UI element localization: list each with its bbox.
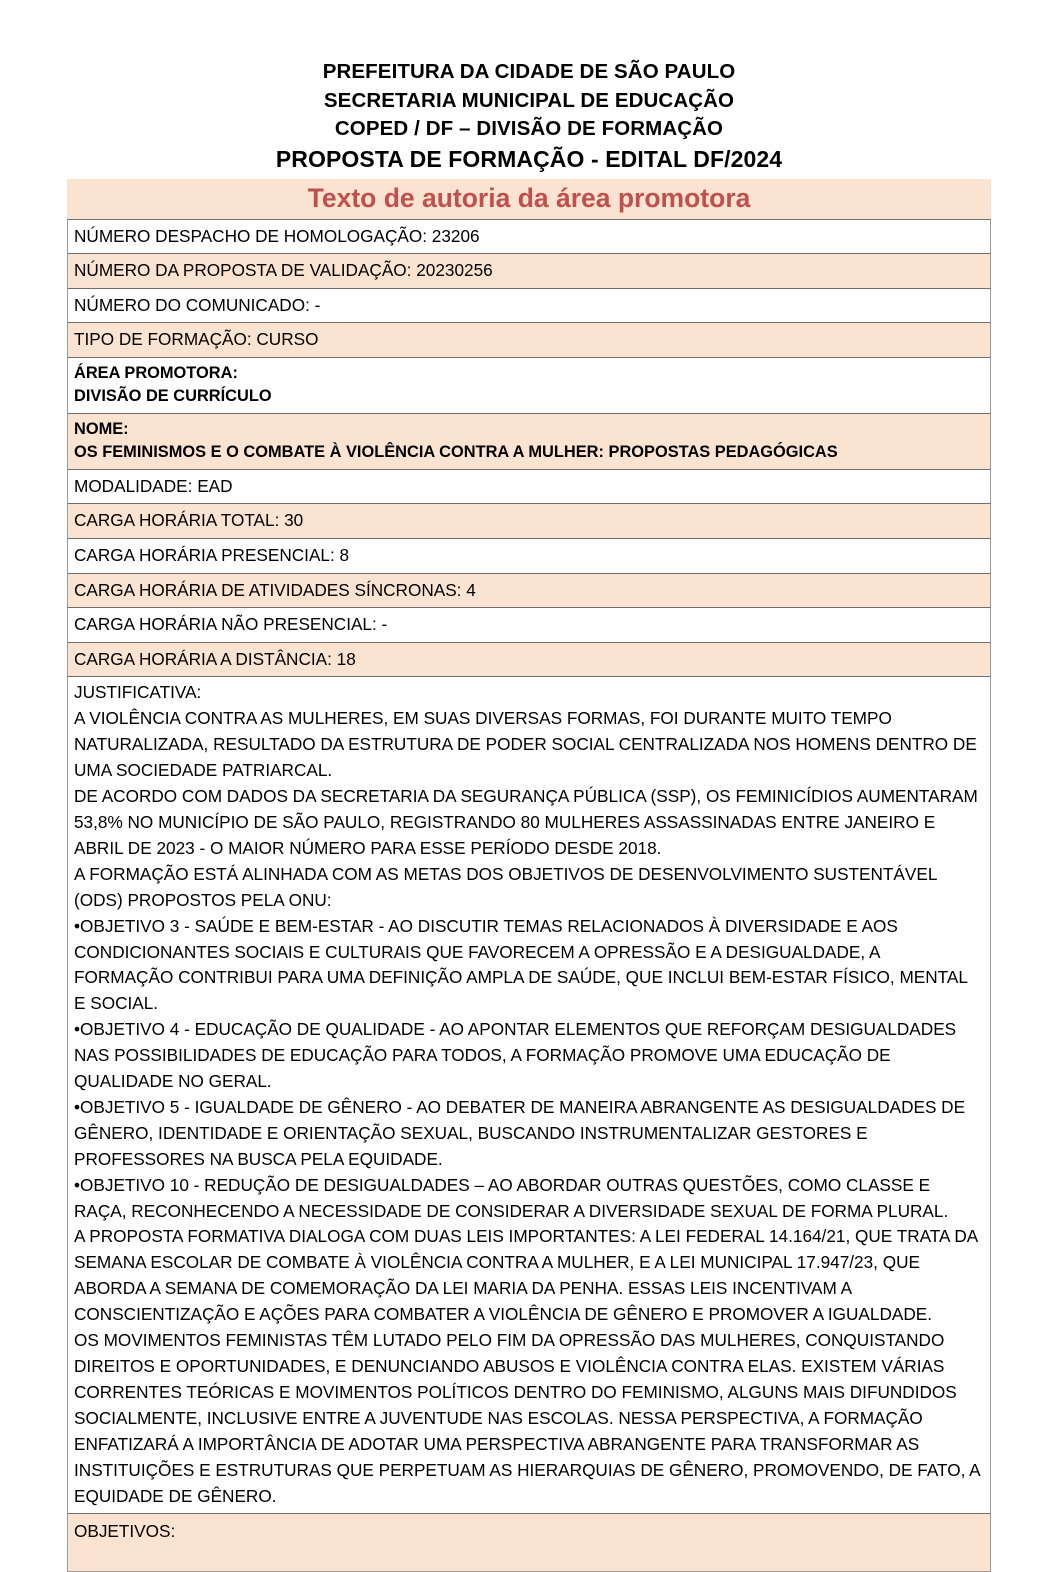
row-objetivos [67, 1513, 991, 1572]
document-header [0, 0, 1058, 175]
row-nome [67, 413, 991, 470]
row-carga-nao-presencial [67, 607, 991, 643]
justificativa-paragraph: •OBJETIVO 4 - EDUCAÇÃO DE QUALIDADE - AO APONTAR ELEMENTOS QUE REFORÇAM DESIGUALDADES NAS POSSIBILIDADES DE EDUCAÇÃO PARA TODOS, A FORMAÇÃO PROMOVE UMA EDUCAÇÃO DE QUALIDADE NO GERAL. [74, 1017, 982, 1095]
field-modalidade: MODALIDADE: EAD [74, 474, 986, 500]
justificativa-paragraph: •OBJETIVO 3 - SAÚDE E BEM-ESTAR - AO DISCUTIR TEMAS RELACIONADOS À DIVERSIDADE E AOS CONDICIONANTES SOCIAIS E CULTURAIS QUE FAVORECEM A OPRESSÃO E A DESIGUALDADE, A FORMAÇÃO CONTRIBUI PARA UMA DEFINIÇÃO AMPLA DE SAÚDE, QUE INCLUI BEM-ESTAR FÍSICO, MENTAL E SOCIAL. [74, 914, 982, 1018]
justificativa-paragraph: •OBJETIVO 10 - REDUÇÃO DE DESIGUALDADES – AO ABORDAR OUTRAS QUESTÕES, COMO CLASSE E RAÇA, RECONHECENDO A NECESSIDADE DE CONSIDERAR A DIVERSIDADE SEXUAL DE FORMA PLURAL. [74, 1173, 982, 1225]
banner-autoria [67, 179, 991, 220]
proposal-table [67, 179, 991, 1572]
label-objetivos: OBJETIVOS: [74, 1519, 986, 1545]
row-despacho-homologacao [67, 219, 991, 255]
value-nome: OS FEMINISMOS E O COMBATE À VIOLÊNCIA CONTRA A MULHER: PROPOSTAS PEDAGÓGICAS [74, 441, 986, 465]
banner-title: Texto de autoria da área promotora [67, 182, 991, 214]
justificativa-paragraph: •OBJETIVO 5 - IGUALDADE DE GÊNERO - AO DEBATER DE MANEIRA ABRANGENTE AS DESIGUALDADES DE GÊNERO, IDENTIDADE E ORIENTAÇÃO SEXUAL, BUSCANDO INSTRUMENTALIZAR GESTORES E PROFESSORES NA BUSCA PELA EQUIDADE. [74, 1095, 982, 1173]
field-carga-sincronas: CARGA HORÁRIA DE ATIVIDADES SÍNCRONAS: 4 [74, 578, 986, 604]
header-line-proposta: PROPOSTA DE FORMAÇÃO - EDITAL DF/2024 [0, 144, 1058, 175]
row-proposta-validacao [67, 253, 991, 289]
value-area-promotora: DIVISÃO DE CURRÍCULO [74, 385, 986, 409]
row-area-promotora [67, 357, 991, 414]
field-carga-total: CARGA HORÁRIA TOTAL: 30 [74, 508, 986, 534]
header-line-secretaria: SECRETARIA MUNICIPAL DE EDUCAÇÃO [0, 87, 1058, 116]
row-carga-sincronas [67, 573, 991, 609]
header-line-coped: COPED / DF – DIVISÃO DE FORMAÇÃO [0, 115, 1058, 144]
field-tipo-formacao: TIPO DE FORMAÇÃO: CURSO [74, 327, 986, 353]
justificativa-label: JUSTIFICATIVA: [74, 680, 982, 706]
row-carga-presencial [67, 538, 991, 574]
row-justificativa [67, 676, 991, 1514]
label-area-promotora: ÁREA PROMOTORA: [74, 362, 986, 386]
field-despacho-homologacao: NÚMERO DESPACHO DE HOMOLOGAÇÃO: 23206 [74, 224, 986, 250]
justificativa-paragraph: DE ACORDO COM DADOS DA SECRETARIA DA SEGURANÇA PÚBLICA (SSP), OS FEMINICÍDIOS AUMENTARAM 53,8% NO MUNICÍPIO DE SÃO PAULO, REGISTRANDO 80 MULHERES ASSASSINADAS ENTRE JANEIRO E ABRIL DE 2023 - O MAIOR NÚMERO PARA ESSE PERÍODO DESDE 2018. [74, 784, 982, 862]
justificativa-paragraph: A PROPOSTA FORMATIVA DIALOGA COM DUAS LEIS IMPORTANTES: A LEI FEDERAL 14.164/21, QUE TRATA DA SEMANA ESCOLAR DE COMBATE À VIOLÊNCIA CONTRA A MULHER, E A LEI MUNICIPAL 17.947/23, QUE ABORDA A SEMANA DE COMEMORAÇÃO DA LEI MARIA DA PENHA. ESSAS LEIS INCENTIVAM A CONSCIENTIZAÇÃO E AÇÕES PARA COMBATER A VIOLÊNCIA DE GÊNERO E PROMOVER A IGUALDADE. [74, 1224, 982, 1328]
justificativa-paragraph: OS MOVIMENTOS FEMINISTAS TÊM LUTADO PELO FIM DA OPRESSÃO DAS MULHERES, CONQUISTANDO DIREITOS E OPORTUNIDADES, E DENUNCIANDO ABUSOS E VIOLÊNCIA CONTRA ELAS. EXISTEM VÁRIAS CORRENTES TEÓRICAS E MOVIMENTOS POLÍTICOS DENTRO DO FEMINISMO, ALGUNS MAIS DIFUNDIDOS SOCIALMENTE, INCLUSIVE ENTRE A JUVENTUDE NAS ESCOLAS. NESSA PERSPECTIVA, A FORMAÇÃO ENFATIZARÁ A IMPORTÂNCIA DE ADOTAR UMA PERSPECTIVA ABRANGENTE PARA TRANSFORMAR AS INSTITUIÇÕES E ESTRUTURAS QUE PERPETUAM AS HIERARQUIAS DE GÊNERO, PROMOVENDO, DE FATO, A EQUIDADE DE GÊNERO. [74, 1328, 982, 1509]
justificativa-paragraph: A FORMAÇÃO ESTÁ ALINHADA COM AS METAS DOS OBJETIVOS DE DESENVOLVIMENTO SUSTENTÁVEL (ODS) PROPOSTOS PELA ONU: [74, 862, 982, 914]
field-carga-distancia: CARGA HORÁRIA A DISTÂNCIA: 18 [74, 647, 986, 673]
field-carga-nao-presencial: CARGA HORÁRIA NÃO PRESENCIAL: - [74, 612, 986, 638]
field-comunicado: NÚMERO DO COMUNICADO: - [74, 293, 986, 319]
row-modalidade [67, 469, 991, 505]
justificativa-paragraph: A VIOLÊNCIA CONTRA AS MULHERES, EM SUAS DIVERSAS FORMAS, FOI DURANTE MUITO TEMPO NATURALIZADA, RESULTADO DA ESTRUTURA DE PODER SOCIAL CENTRALIZADA NOS HOMENS DENTRO DE UMA SOCIEDADE PATRIARCAL. [74, 706, 982, 784]
row-carga-total [67, 503, 991, 539]
header-line-prefeitura: PREFEITURA DA CIDADE DE SÃO PAULO [0, 58, 1058, 87]
field-proposta-validacao: NÚMERO DA PROPOSTA DE VALIDAÇÃO: 20230256 [74, 258, 986, 284]
label-nome: NOME: [74, 418, 986, 442]
row-tipo-formacao [67, 322, 991, 358]
row-carga-distancia [67, 642, 991, 678]
field-carga-presencial: CARGA HORÁRIA PRESENCIAL: 8 [74, 543, 986, 569]
row-comunicado [67, 288, 991, 324]
